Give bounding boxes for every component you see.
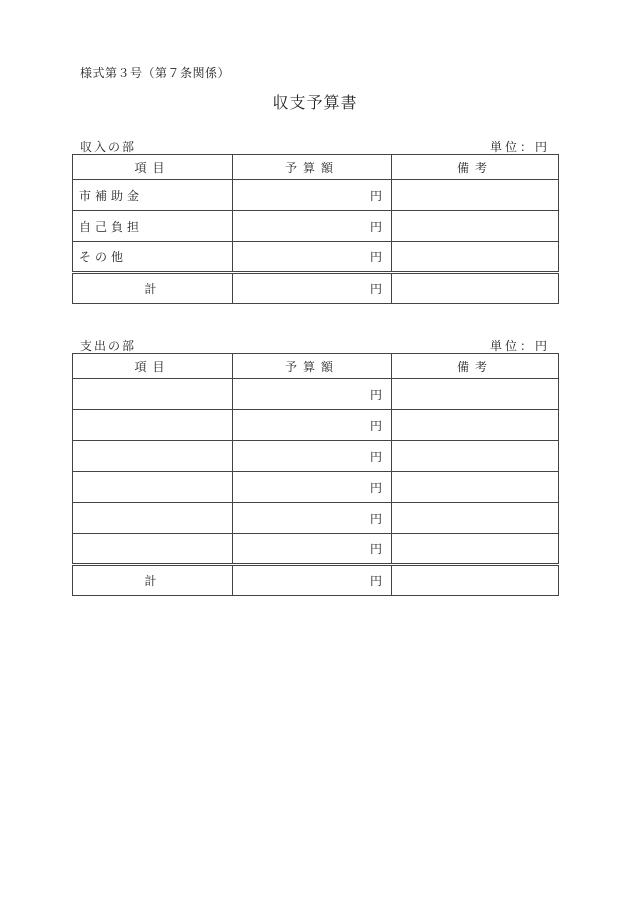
note-cell[interactable] [392,441,559,472]
column-header-amount: 予算額 [233,354,392,379]
table-header-row [73,155,559,180]
note-cell[interactable] [392,472,559,503]
total-row [73,273,559,304]
table-row [73,379,559,410]
table-row [73,180,559,211]
document-title: 収支予算書 [272,93,358,112]
column-header-note: 備考 [392,155,559,180]
amount-cell[interactable]: 円 [233,472,392,503]
column-header-amount: 予算額 [233,155,392,180]
note-cell[interactable] [392,379,559,410]
table-row [73,503,559,534]
total-note-cell[interactable] [392,273,559,304]
income-section-label: 収入の部 [80,140,137,154]
table-header-row [73,354,559,379]
item-cell[interactable] [73,503,233,534]
amount-cell[interactable]: 円 [233,180,392,211]
amount-cell[interactable]: 円 [233,379,392,410]
amount-cell[interactable]: 円 [233,211,392,242]
income-unit-label: 単位：円 [489,140,550,154]
note-cell[interactable] [392,242,559,273]
note-cell[interactable] [392,211,559,242]
total-note-cell[interactable] [392,565,559,596]
table-row [73,211,559,242]
column-header-item: 項目 [73,354,233,379]
total-amount-cell[interactable]: 円 [233,273,392,304]
total-label-cell: 計 [73,565,233,596]
amount-cell[interactable]: 円 [233,534,392,565]
form-number: 様式第３号（第７条関係） [80,66,231,80]
table-row [73,242,559,273]
amount-cell[interactable]: 円 [233,503,392,534]
note-cell[interactable] [392,180,559,211]
item-cell[interactable] [73,379,233,410]
column-header-item: 項目 [73,155,233,180]
table-row [73,534,559,565]
item-cell[interactable] [73,410,233,441]
expense-unit-label: 単位：円 [489,339,550,353]
item-cell[interactable]: 自己負担 [73,211,233,242]
note-cell[interactable] [392,410,559,441]
table-row [73,410,559,441]
total-amount-cell[interactable]: 円 [233,565,392,596]
note-cell[interactable] [392,503,559,534]
table-row [73,472,559,503]
expense-table [72,353,559,596]
item-cell[interactable]: 市補助金 [73,180,233,211]
total-label-cell: 計 [73,273,233,304]
amount-cell[interactable]: 円 [233,410,392,441]
item-cell[interactable] [73,441,233,472]
item-cell[interactable] [73,534,233,565]
amount-cell[interactable]: 円 [233,242,392,273]
item-cell[interactable]: その他 [73,242,233,273]
item-cell[interactable] [73,472,233,503]
table-row [73,441,559,472]
expense-section-label: 支出の部 [80,339,137,353]
total-row [73,565,559,596]
column-header-note: 備考 [392,354,559,379]
income-table [72,154,559,304]
amount-cell[interactable]: 円 [233,441,392,472]
note-cell[interactable] [392,534,559,565]
